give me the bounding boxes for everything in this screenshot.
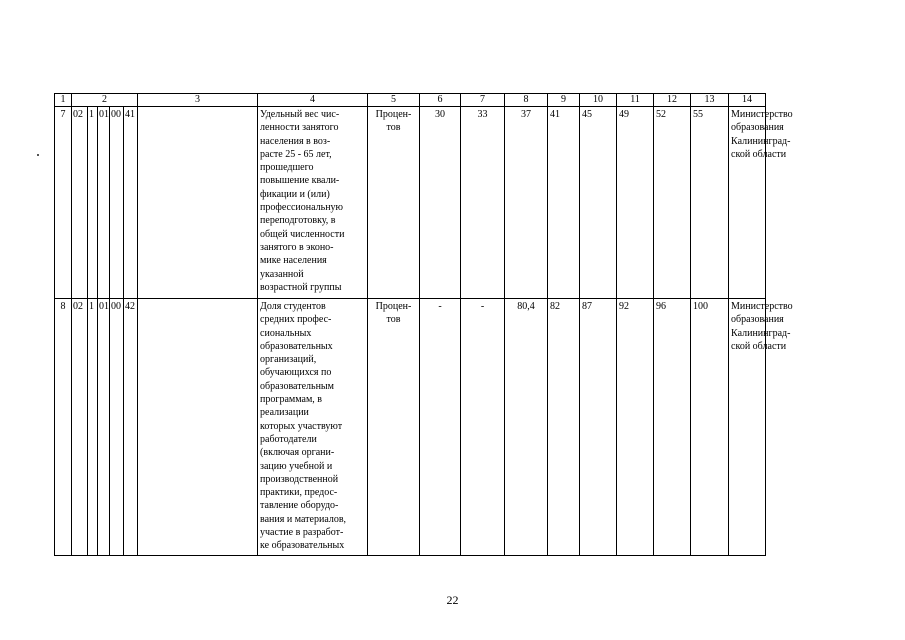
table-row [55,299,859,556]
unit-cell [368,299,420,556]
page-number: 22 [446,593,459,607]
header-cell-8: 8 [505,94,548,107]
column-3-cell [138,107,258,299]
text-line: Министерство [731,301,793,312]
code-part: 02 [72,299,88,556]
value-cell: 52 [654,107,691,299]
value-cell: - [420,299,461,556]
text-line: тов [386,314,401,326]
header-cell-4: 4 [258,94,368,107]
text-line: Процен- [375,109,412,120]
text-line: Удельный вес чис- [260,109,340,120]
text-line: прошедшего [260,162,314,174]
text-line: работодатели [260,433,317,445]
header-cell-1: 1 [55,94,72,107]
value-cell: 30 [420,107,461,299]
text-line: занятого в эконо- [260,241,334,253]
code-part: 02 [72,107,88,299]
header-cell-14: 14 [729,94,766,107]
header-cell-13: 13 [691,94,729,107]
unit-cell [368,107,420,299]
header-cell-9: 9 [548,94,580,107]
text-line: образования [731,314,784,326]
text-line: участие в разработ- [260,527,344,539]
value-cell: 41 [548,107,580,299]
text-line: ке образовательных [260,540,345,552]
code-part: 00 [110,107,124,299]
header-row [55,94,859,107]
code-part: 01 [98,107,110,299]
text-line: Калининград- [731,135,791,147]
value-cell: 87 [580,299,617,556]
text-line: (включая органи- [260,447,335,459]
text-line: переподготовку, в [260,215,336,227]
responsible-body [729,107,793,299]
text-line: образования [731,122,784,134]
text-line: Министерство [731,109,793,120]
row-number: 7 [55,107,72,299]
text-line: ской области [731,148,787,160]
text-line: Доля студентов [260,301,326,312]
text-line: тавление оборудо- [260,500,339,512]
header-cell-11: 11 [617,94,654,107]
text-line: Процен- [375,301,412,312]
code-part: 42 [124,299,138,556]
column-3-cell [138,299,258,556]
text-line: профессиональную [260,202,344,214]
text-line: возрастной группы [260,281,342,293]
code-part: 41 [124,107,138,299]
header-cell-6: 6 [420,94,461,107]
code-part: 01 [98,299,110,556]
value-cell: 45 [580,107,617,299]
text-line: ской области [731,340,787,352]
text-line: населения в воз- [260,135,331,147]
value-cell: 55 [691,107,729,299]
value-cell: 92 [617,299,654,556]
text-line: образовательных [260,340,333,352]
value-cell: 37 [505,107,548,299]
header-cell-12: 12 [654,94,691,107]
text-line: обучающихся по [260,367,332,379]
table-row [55,107,859,299]
header-cell-7: 7 [461,94,505,107]
value-cell: 49 [617,107,654,299]
value-cell: 100 [691,299,729,556]
text-line: Калининград- [731,327,791,339]
header-cell-3: 3 [138,94,258,107]
row-number: 8 [55,299,72,556]
value-cell: 33 [461,107,505,299]
text-line: организаций, [260,354,317,366]
text-line: мике населения [260,255,327,267]
scan-dot [37,154,39,156]
header-cell-5: 5 [368,94,420,107]
header-cell-2: 2 [72,94,138,107]
text-line: указанной [260,268,304,280]
code-part: 1 [88,107,98,299]
code-part: 1 [88,299,98,556]
indicators-table [54,93,859,556]
text-line: программам, в [260,394,322,406]
text-line: фикации и (или) [260,188,330,200]
text-line: образовательным [260,380,334,392]
text-line: ленности занятого [260,122,339,134]
text-line: которых участвуют [260,420,343,432]
text-line: реализации [260,407,309,419]
text-line: общей численности [260,228,345,240]
indicator-name [258,107,368,299]
text-line: производственной [260,473,339,485]
value-cell: 96 [654,299,691,556]
value-cell: - [461,299,505,556]
text-line: средних профес- [260,314,332,326]
text-line: расте 25 - 65 лет, [260,148,332,160]
text-line: повышение квали- [260,175,340,187]
text-line: тов [386,122,401,134]
text-line: практики, предос- [260,487,338,499]
value-cell: 82 [548,299,580,556]
indicator-name [258,299,368,556]
header-cell-10: 10 [580,94,617,107]
responsible-body [729,299,793,556]
value-cell: 80,4 [505,299,548,556]
code-part: 00 [110,299,124,556]
text-line: сиональных [260,327,312,339]
text-line: вания и материалов, [260,513,347,525]
text-line: зацию учебной и [260,460,333,472]
